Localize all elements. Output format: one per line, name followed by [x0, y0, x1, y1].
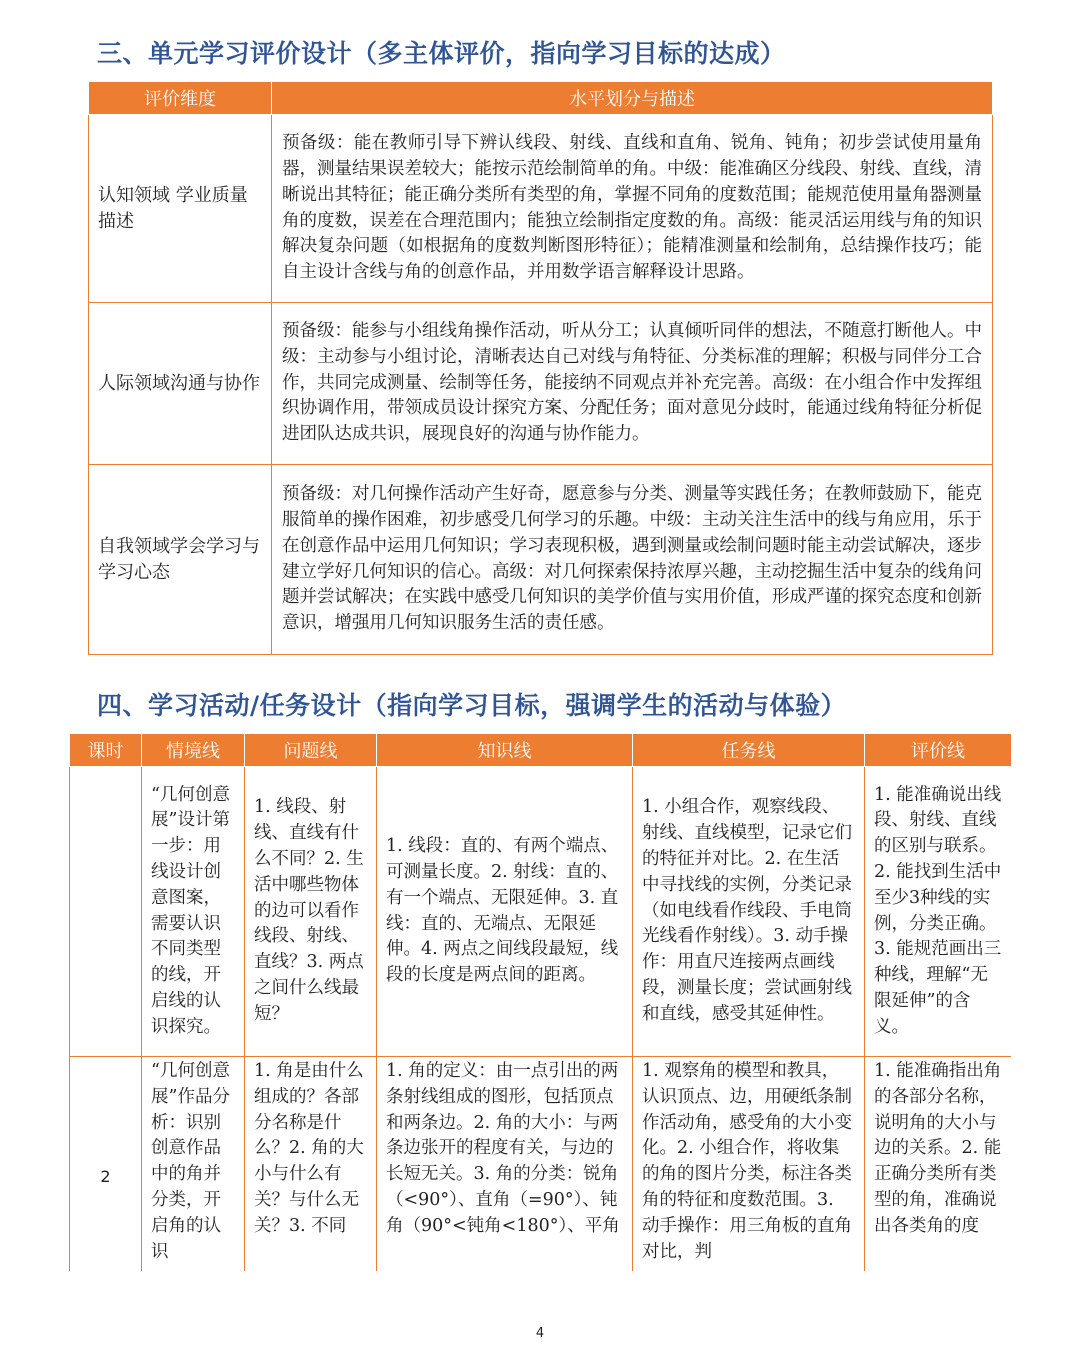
situation-cell: “几何创意展”设计第一步：用线设计创意图案，需要认识不同类型的线，开启线的认识探究。 — [142, 767, 245, 1057]
task-cell: 1. 观察角的模型和教具，认识顶点、边，用硬纸条制作活动角，感受角的大小变化。2. 小组合作，将收集的角的图片分类，标注各类角的特征和度数范围。3. 动手操作：用三角板的直角对比，判 — [633, 1057, 865, 1272]
header-dimension: 评价维度 — [89, 82, 272, 115]
activity-design-table — [69, 733, 1011, 1271]
header-description: 水平划分与描述 — [272, 82, 993, 115]
description-cell: 预备级：能在教师引导下辨认线段、射线、直线和直角、锐角、钝角；初步尝试使用量角器，测量结果误差较大；能按示范绘制简单的角。中级：能准确区分线段、射线、直线，清晰说出其特征；能正确分类所有类型的角，掌握不同角的度数范围；能规范使用量角器测量角的度数，误差在合理范围内；能独立绘制指定度数的角。高级：能灵活运用线与角的知识解决复杂问题（如根据角的度数判断图形特征）；能精准测量和绘制角，总结操作技巧；能自主设计含线与角的创意作品，并用数学语言解释设计思路。 — [272, 115, 993, 303]
table-row — [89, 465, 993, 655]
section-4-title: 四、学习活动/任务设计（指向学习目标，强调学生的活动与体验） — [97, 691, 847, 720]
evaluation-cell: 1. 能准确说出线段、射线、直线的区别与联系。2. 能找到生活中至少3种线的实例，分类正确。3. 能规范画出三种线，理解“无限延伸”的含义。 — [865, 767, 1012, 1057]
dimension-cell: 自我领域学会学习与学习心态 — [89, 465, 272, 655]
dimension-cell: 人际领域沟通与协作 — [89, 303, 272, 465]
header-evaluation: 评价线 — [865, 734, 1012, 767]
dimension-cell: 认知领域 学业质量描述 — [89, 115, 272, 303]
table-row — [70, 1057, 1012, 1272]
page-number: 4 — [535, 1326, 545, 1341]
evaluation-design-table — [88, 81, 993, 655]
situation-cell: “几何创意展”作品分析：识别创意作品中的角并分类，开启角的认识 — [142, 1057, 245, 1272]
header-lesson: 课时 — [70, 734, 142, 767]
table-header-row — [89, 82, 993, 115]
header-question: 问题线 — [245, 734, 377, 767]
task-cell: 1. 小组合作，观察线段、射线、直线模型，记录它们的特征并对比。2. 在生活中寻找线的实例，分类记录（如电线看作线段、手电筒光线看作射线）。3. 动手操作：用直尺连接两点画线段，测量长度；尝试画射线和直线，感受其延伸性。 — [633, 767, 865, 1057]
section-3-title: 三、单元学习评价设计（多主体评价，指向学习目标的达成） — [97, 39, 786, 68]
description-cell: 预备级：能参与小组线角操作活动，听从分工；认真倾听同伴的想法，不随意打断他人。中级：主动参与小组讨论，清晰表达自己对线与角特征、分类标准的理解；积极与同伴分工合作，共同完成测量、绘制等任务，能接纳不同观点并补充完善。高级：在小组合作中发挥组织协调作用，带领成员设计探究方案、分配任务；面对意见分歧时，能通过线角特征分析促进团队达成共识，展现良好的沟通与协作能力。 — [272, 303, 993, 465]
lesson-cell: 2 — [70, 1057, 142, 1272]
question-cell: 1. 线段、射线、直线有什么不同？2. 生活中哪些物体的边可以看作线段、射线、直线？3. 两点之间什么线最短？ — [245, 767, 377, 1057]
knowledge-cell: 1. 线段：直的、有两个端点、可测量长度。2. 射线：直的、有一个端点、无限延伸。3. 直线：直的、无端点、无限延伸。4. 两点之间线段最短，线段的长度是两点间的距离。 — [377, 767, 633, 1057]
activity-table-viewport — [69, 733, 1011, 1271]
table-row — [70, 767, 1012, 1057]
table-row — [89, 303, 993, 465]
table-row — [89, 115, 993, 303]
question-cell: 1. 角是由什么组成的？各部分名称是什么？2. 角的大小与什么有关？与什么无关？3. 不同 — [245, 1057, 377, 1272]
evaluation-cell: 1. 能准确指出角的各部分名称，说明角的大小与边的关系。2. 能正确分类所有类型的角，准确说出各类角的度 — [865, 1057, 1012, 1272]
lesson-cell — [70, 767, 142, 1057]
header-knowledge: 知识线 — [377, 734, 633, 767]
knowledge-cell: 1. 角的定义：由一点引出的两条射线组成的图形，包括顶点和两条边。2. 角的大小：与两条边张开的程度有关，与边的长短无关。3. 角的分类：锐角（<90°）、直角（=90°）、钝角（90°<钝角<180°）、平角 — [377, 1057, 633, 1272]
description-cell: 预备级：对几何操作活动产生好奇，愿意参与分类、测量等实践任务；在教师鼓励下，能克服简单的操作困难，初步感受几何学习的乐趣。中级：主动关注生活中的线与角应用，乐于在创意作品中运用几何知识；学习表现积极，遇到测量或绘制问题时能主动尝试解决，逐步建立学好几何知识的信心。高级：对几何探索保持浓厚兴趣，主动挖掘生活中复杂的线角问题并尝试解决；在实践中感受几何知识的美学价值与实用价值，形成严谨的探究态度和创新意识，增强用几何知识服务生活的责任感。 — [272, 465, 993, 655]
header-situation: 情境线 — [142, 734, 245, 767]
header-task: 任务线 — [633, 734, 865, 767]
table-header-row — [70, 734, 1012, 767]
